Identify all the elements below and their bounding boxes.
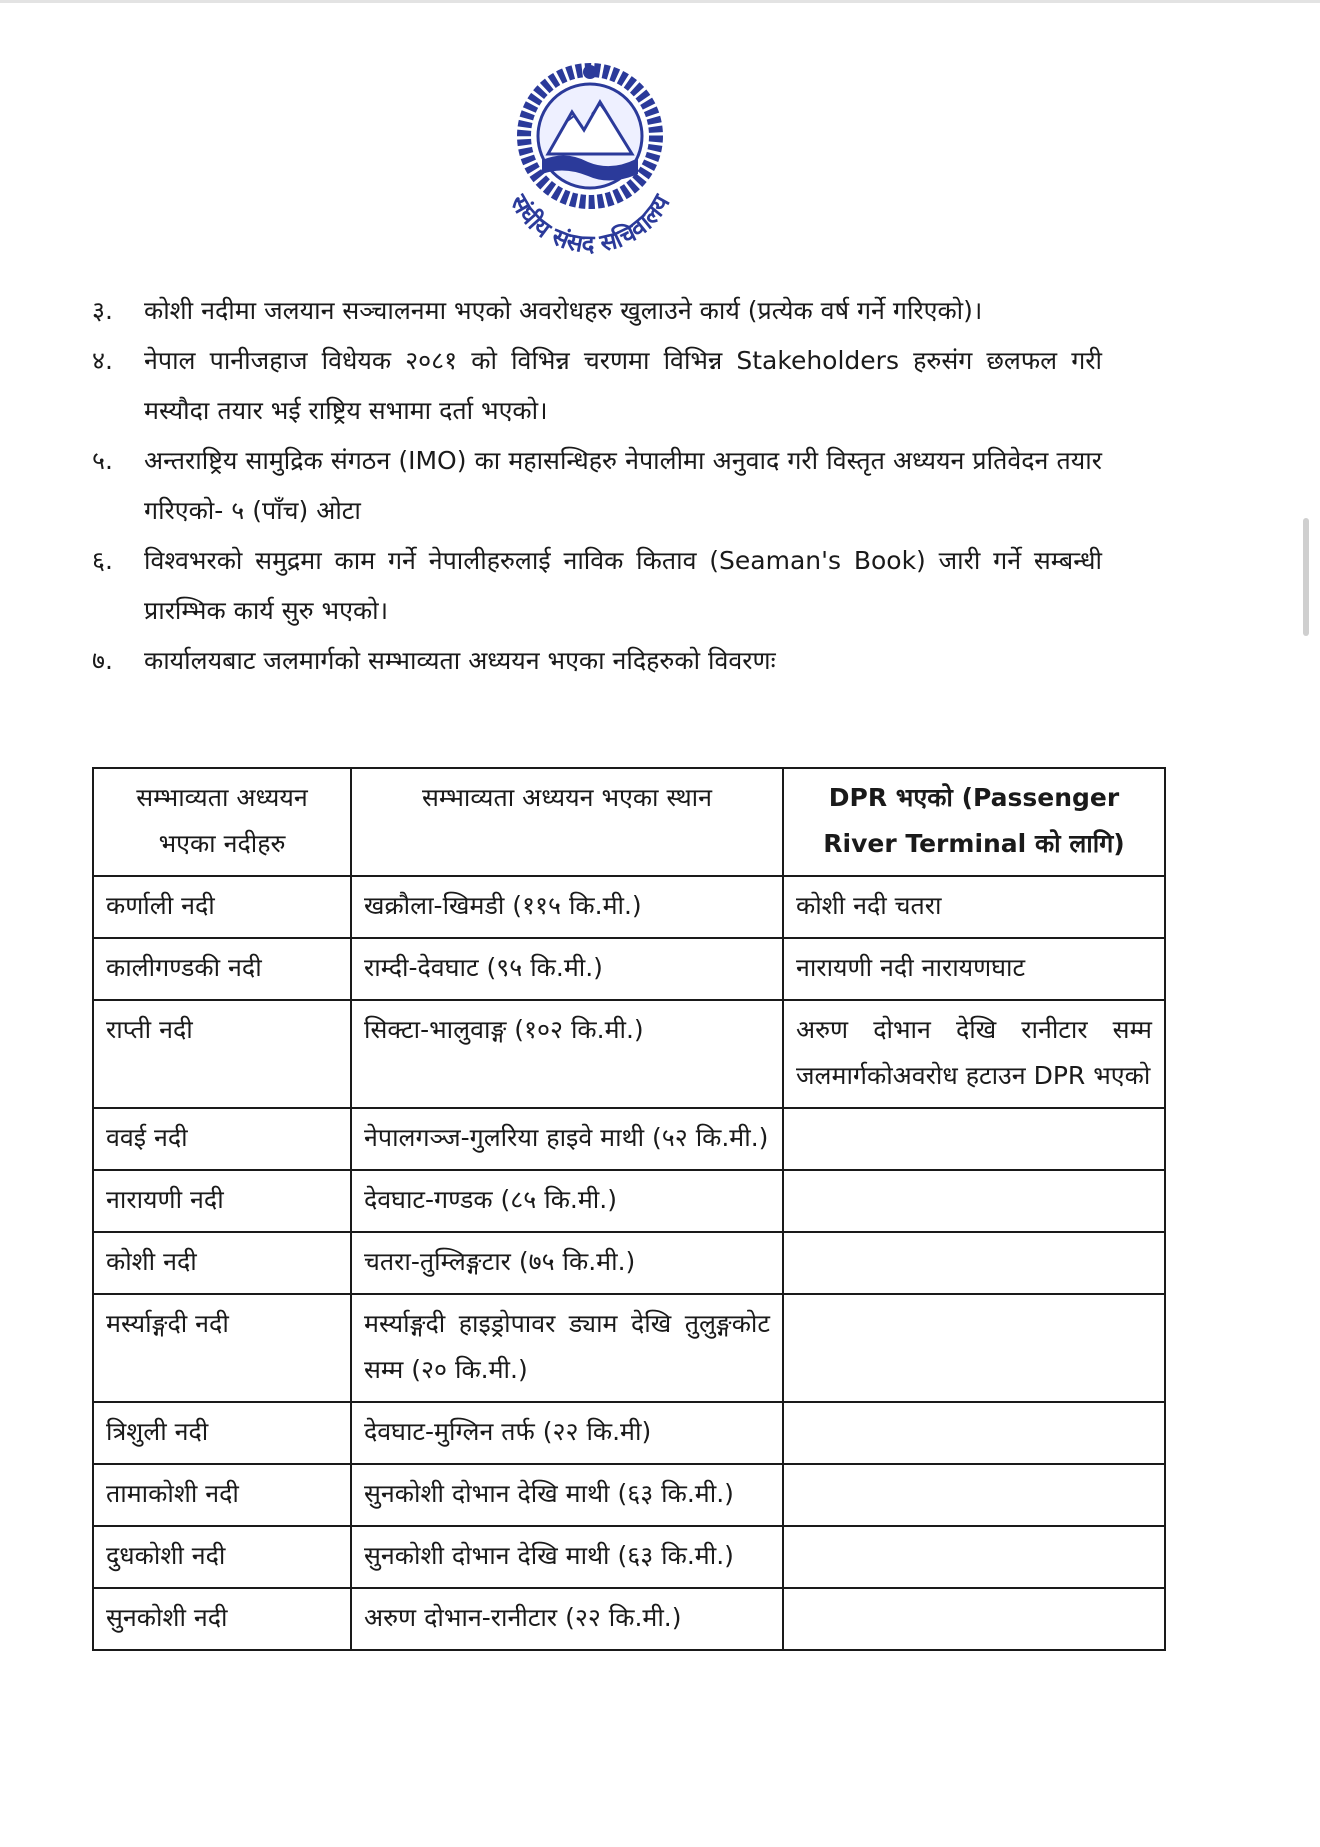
cell-river: राप्ती नदी — [93, 1000, 351, 1108]
table-header-row — [93, 768, 1165, 876]
cell-location: देवघाट-गण्डक (८५ कि.मी.) — [351, 1170, 783, 1232]
cell-location: सुनकोशी दोभान देखि माथी (६३ कि.मी.) — [351, 1526, 783, 1588]
list-item — [92, 336, 1102, 436]
table-row — [93, 1170, 1165, 1232]
item-text: कोशी नदीमा जलयान सञ्चालनमा भएको अवरोधहरु खुलाउने कार्य (प्रत्येक वर्ष गर्ने गरिएको)। — [144, 296, 983, 325]
header-rivers: सम्भाव्यता अध्ययन भएका नदीहरु — [93, 768, 351, 876]
item-number: ७. — [92, 646, 113, 675]
item-text: कार्यालयबाट जलमार्गको सम्भाव्यता अध्ययन भएका नदिहरुको विवरणः — [144, 646, 776, 675]
table-row — [93, 1232, 1165, 1294]
cell-river: कर्णाली नदी — [93, 876, 351, 938]
list-item — [92, 436, 1102, 536]
list-item — [92, 536, 1102, 636]
cell-dpr — [783, 1232, 1165, 1294]
emblem-text: संघीय संसद सचिवालय — [504, 190, 676, 259]
cell-location: सुनकोशी दोभान देखि माथी (६३ कि.मी.) — [351, 1464, 783, 1526]
cell-river: ववई नदी — [93, 1108, 351, 1170]
cell-location: खक्रौला-खिमडी (११५ कि.मी.) — [351, 876, 783, 938]
cell-dpr — [783, 1526, 1165, 1588]
cell-dpr — [783, 1294, 1165, 1402]
list-item — [92, 636, 1102, 686]
cell-location: मर्स्याङ्गदी हाइड्रोपावर ड्याम देखि तुलुङ्गकोट सम्म (२० कि.मी.) — [351, 1294, 783, 1402]
cell-location: सिक्टा-भालुवाङ्ग (१०२ कि.मी.) — [351, 1000, 783, 1108]
table-row — [93, 1402, 1165, 1464]
table-row — [93, 1108, 1165, 1170]
cell-dpr: कोशी नदी चतरा — [783, 876, 1165, 938]
table-row — [93, 1588, 1165, 1650]
item-number: ४. — [92, 346, 113, 375]
cell-dpr: अरुण दोभान देखि रानीटार सम्म जलमार्गकोअवरोध हटाउन DPR भएको — [783, 1000, 1165, 1108]
header-locations: सम्भाव्यता अध्ययन भएका स्थान — [351, 768, 783, 876]
item-text: नेपाल पानीजहाज विधेयक २०८१ को विभिन्न चरणमा विभिन्न Stakeholders हरुसंग छलफल गरी मस्यौदा तयार भई राष्ट्रिय सभामा दर्ता भएको। — [144, 346, 1102, 425]
item-number: ५. — [92, 446, 113, 475]
table-row — [93, 1464, 1165, 1526]
table-row — [93, 1294, 1165, 1402]
cell-location: अरुण दोभान-रानीटार (२२ कि.मी.) — [351, 1588, 783, 1650]
cell-location: चतरा-तुम्लिङ्गटार (७५ कि.मी.) — [351, 1232, 783, 1294]
cell-location: देवघाट-मुग्लिन तर्फ (२२ कि.मी) — [351, 1402, 783, 1464]
top-rule — [0, 0, 1320, 3]
header-dpr: DPR भएको (Passenger River Terminal को लागि) — [783, 768, 1165, 876]
numbered-list — [92, 286, 1102, 686]
parliament-secretariat-emblem — [470, 52, 710, 272]
item-number: ६. — [92, 546, 113, 575]
cell-dpr — [783, 1108, 1165, 1170]
cell-river: मर्स्याङ्गदी नदी — [93, 1294, 351, 1402]
table-row — [93, 938, 1165, 1000]
cell-river: त्रिशुली नदी — [93, 1402, 351, 1464]
item-text: अन्तराष्ट्रिय सामुद्रिक संगठन (IMO) का महासन्धिहरु नेपालीमा अनुवाद गरी विस्तृत अध्ययन प्रतिवेदन तयार गरिएको- ५ (पाँच) ओटा — [144, 446, 1102, 525]
cell-dpr — [783, 1588, 1165, 1650]
cell-dpr — [783, 1464, 1165, 1526]
scrollbar[interactable] — [1303, 518, 1309, 636]
cell-river: सुनकोशी नदी — [93, 1588, 351, 1650]
cell-river: तामाकोशी नदी — [93, 1464, 351, 1526]
cell-river: कोशी नदी — [93, 1232, 351, 1294]
cell-dpr — [783, 1402, 1165, 1464]
cell-dpr: नारायणी नदी नारायणघाट — [783, 938, 1165, 1000]
cell-location: राम्दी-देवघाट (९५ कि.मी.) — [351, 938, 783, 1000]
cell-dpr — [783, 1170, 1165, 1232]
list-item — [92, 286, 1102, 336]
table-row — [93, 1000, 1165, 1108]
item-number: ३. — [92, 296, 113, 325]
cell-location: नेपालगञ्ज-गुलरिया हाइवे माथी (५२ कि.मी.) — [351, 1108, 783, 1170]
river-feasibility-table — [92, 767, 1166, 1651]
item-text: विश्वभरको समुद्रमा काम गर्ने नेपालीहरुलाई नाविक किताव (Seaman's Book) जारी गर्ने सम्बन्धी प्रारम्भिक कार्य सुरु भएको। — [144, 546, 1102, 625]
cell-river: कालीगण्डकी नदी — [93, 938, 351, 1000]
cell-river: दुधकोशी नदी — [93, 1526, 351, 1588]
table-row — [93, 1526, 1165, 1588]
table-row — [93, 876, 1165, 938]
cell-river: नारायणी नदी — [93, 1170, 351, 1232]
